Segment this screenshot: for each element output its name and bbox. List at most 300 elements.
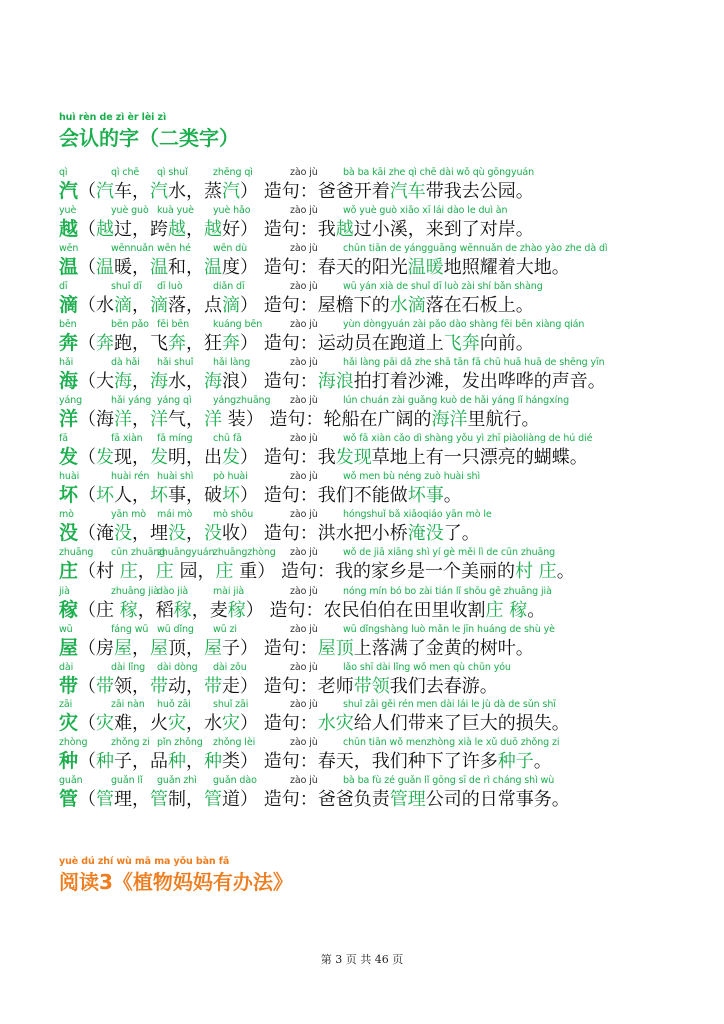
word-example: 庄 园 (155, 561, 198, 582)
target-character: 奔 (59, 332, 79, 354)
comma: ， (186, 371, 205, 392)
paren-close: ） (240, 371, 264, 392)
word-pinyin: kuáng bēn (213, 319, 263, 330)
sentence-highlight: 水灾 (317, 713, 354, 734)
word-example: 种类 (204, 751, 241, 772)
sentence-highlight: 水滴 (389, 295, 426, 316)
word-pinyin: wǒ yuè guò xiǎo xī lái dào le duì àn (343, 205, 508, 216)
word-pinyin: yuè guò (111, 205, 149, 216)
word-pinyin: fā míng (157, 433, 193, 444)
text-line (59, 256, 570, 279)
pinyin-line (0, 663, 724, 674)
paren-open: （ (78, 561, 97, 582)
zaoju-label: 造句： (263, 181, 318, 202)
pinyin-line (0, 548, 724, 559)
character-row (0, 168, 724, 206)
paren-close: ） (240, 789, 264, 810)
sentence-text: 老师 (317, 676, 354, 697)
word-pinyin: shuǐ zāi gěi rén men dài lái le jù dà de sǔn shī (343, 699, 556, 710)
word-pinyin: fā xiàn (111, 433, 143, 444)
paren-close: ） (240, 219, 264, 240)
word-pinyin: chūn tiān wǒ menzhòng xià le xǔ duō zhǒng zi (343, 737, 560, 748)
word-pinyin: zào jù (290, 547, 318, 558)
character-row (0, 663, 724, 701)
word-example: 温暖 (96, 257, 133, 278)
char-pinyin: wēn (59, 243, 79, 254)
paren-close: ） (240, 638, 264, 659)
word-example: 坏人 (96, 485, 133, 506)
comma: ， (132, 523, 151, 544)
word-example: 汽车 (96, 181, 133, 202)
word-pinyin: zhuāngyuán (157, 547, 215, 558)
zaoju-label: 造句： (263, 751, 318, 772)
comma: ， (132, 295, 151, 316)
comma: ， (132, 219, 151, 240)
char-pinyin: guǎn (59, 775, 83, 786)
word-pinyin: zhuāng jià (111, 586, 160, 597)
character-row (0, 625, 724, 663)
char-pinyin: zhuāng (59, 547, 94, 558)
text-line (59, 370, 606, 393)
word-pinyin: hǎi làng (213, 357, 251, 368)
char-pinyin: dài (59, 662, 74, 673)
comma: ， (186, 447, 205, 468)
word-example: 品种 (150, 751, 187, 772)
word-example: 破坏 (204, 485, 241, 506)
char-pinyin: zāi (59, 699, 73, 710)
text-line (59, 446, 588, 469)
sentence-text: 春天的阳光 (317, 257, 408, 278)
word-example: 屋子 (204, 638, 241, 659)
sentence-highlight: 种子 (497, 751, 534, 772)
character-row (0, 358, 724, 396)
paren-open: （ (78, 257, 97, 278)
word-pinyin: dài dòng (157, 662, 198, 673)
sentence-highlight: 温暖 (407, 257, 444, 278)
sentence-text: 。 (527, 600, 546, 621)
word-pinyin: huǒ zāi (157, 699, 191, 710)
word-pinyin: guǎn zhì (157, 775, 197, 786)
char-pinyin: wū (59, 624, 73, 635)
word-example: 点滴 (204, 295, 241, 316)
text-line (59, 218, 534, 241)
sentence-highlight: 屋顶 (317, 638, 354, 659)
sentence-highlight: 淹没 (407, 523, 444, 544)
paren-close: ） (240, 713, 264, 734)
paren-close: ） (240, 751, 264, 772)
comma: ， (186, 219, 205, 240)
comma: ， (191, 600, 210, 621)
word-example: 洋 装 (204, 409, 246, 430)
paren-open: （ (78, 295, 97, 316)
text-line (59, 637, 534, 660)
word-pinyin: zhuāngzhòng (213, 547, 276, 558)
sentence-text: 过小溪，来到了对岸。 (353, 219, 534, 240)
text-line (59, 408, 539, 431)
pinyin-line (0, 738, 724, 749)
paren-close: ） (240, 333, 264, 354)
word-pinyin: hǎi làng pāi dǎ zhe shā tān fā chū huā huā de shēng yīn (343, 357, 605, 368)
target-character: 灾 (59, 712, 79, 734)
target-character: 发 (59, 446, 79, 468)
word-pinyin: bà ba kāi zhe qì chē dài wǒ qù gōngyuán (343, 167, 535, 178)
target-character: 洋 (59, 408, 79, 430)
word-pinyin: huài rén (111, 471, 150, 482)
character-row (0, 434, 724, 472)
word-pinyin: bēn pǎo (111, 319, 149, 330)
comma: ， (186, 751, 205, 772)
target-character: 屋 (59, 637, 79, 659)
char-pinyin: zhòng (59, 737, 88, 748)
sentence-text: 屋檐下的 (317, 295, 390, 316)
comma: ， (132, 751, 151, 772)
word-pinyin: lún chuán zài guǎng kuò de hǎi yáng lǐ hángxíng (343, 395, 570, 406)
word-example: 麦稼 (209, 600, 246, 621)
word-pinyin: shuǐ dī (111, 281, 142, 292)
word-pinyin: wū zi (213, 624, 237, 635)
comma: ， (132, 789, 151, 810)
word-pinyin: zào jù (290, 586, 318, 597)
zaoju-label: 造句： (263, 485, 318, 506)
paren-close: ） (257, 561, 281, 582)
sentence-text: 我 (317, 447, 336, 468)
target-character: 海 (59, 370, 79, 392)
paren-open: （ (78, 751, 97, 772)
word-example: 坏事 (150, 485, 187, 506)
reading-title-text: 阅读3《植物妈妈有办法》 (59, 870, 293, 894)
zaoju-label: 造句： (263, 371, 318, 392)
word-pinyin: wǒ de jiā xiāng shì yí gè měi lì de cūn zhuāng (343, 547, 556, 558)
pinyin-line (0, 510, 724, 521)
char-pinyin: bēn (59, 319, 77, 330)
word-pinyin: kuà yuè (157, 205, 194, 216)
character-row (0, 776, 724, 814)
pinyin-line (0, 206, 724, 217)
word-pinyin: wǒ fā xiàn cǎo dì shàng yǒu yì zhī piàoliàng de hú dié (343, 433, 593, 444)
target-character: 滴 (59, 294, 79, 316)
word-pinyin: qì shuǐ (157, 167, 188, 178)
word-example: 海洋 (96, 409, 133, 430)
comma: ， (186, 181, 205, 202)
character-row (0, 472, 724, 510)
word-pinyin: dà hǎi (111, 357, 140, 368)
word-pinyin: zào jù (290, 775, 318, 786)
word-pinyin: huài shì (157, 471, 194, 482)
target-character: 稼 (59, 599, 79, 621)
section-title-pinyin: huì rèn de zì èr lèi zì (59, 112, 167, 123)
word-example: 火灾 (150, 713, 187, 734)
sentence-text: 落在石板上。 (425, 295, 534, 316)
sentence-text: 我 (317, 219, 336, 240)
word-pinyin: zhēng qì (213, 167, 253, 178)
section-title-text: 会认的字（二类字） (59, 126, 239, 150)
paren-close: ） (240, 257, 264, 278)
word-example: 带走 (204, 676, 241, 697)
word-pinyin: diǎn dī (213, 281, 245, 292)
sentence-text: 。 (533, 751, 552, 772)
comma: ， (186, 257, 205, 278)
word-example: 海水 (150, 371, 187, 392)
sentence-highlight: 飞奔 (443, 333, 480, 354)
target-character: 管 (59, 788, 79, 810)
pinyin-line (0, 358, 724, 369)
zaoju-label: 造句： (263, 638, 318, 659)
sentence-highlight: 发现 (335, 447, 372, 468)
word-example: 温和 (150, 257, 187, 278)
word-pinyin: bà ba fù zé guǎn lǐ gōng sī de rì cháng shì wù (343, 775, 555, 786)
word-example: 发现 (96, 447, 133, 468)
comma: ， (132, 638, 151, 659)
word-example: 没收 (204, 523, 241, 544)
paren-close: ） (240, 181, 264, 202)
text-line (59, 599, 545, 622)
char-pinyin: qì (59, 167, 68, 178)
paren-close: ） (240, 295, 264, 316)
pinyin-line (0, 776, 724, 787)
sentence-text: 草地上有一只漂亮的蝴蝶。 (371, 447, 588, 468)
word-pinyin: zào jù (290, 167, 318, 178)
word-pinyin: zào jù (290, 357, 318, 368)
word-example: 蒸汽 (204, 181, 241, 202)
comma: ， (186, 713, 205, 734)
word-pinyin: chūn tiān de yángguāng wēnnuǎn de zhào yào zhe dà dì (343, 243, 608, 254)
pinyin-line (0, 700, 724, 711)
sentence-text: 了。 (443, 523, 480, 544)
word-example: 稻稼 (155, 600, 192, 621)
text-line (59, 332, 534, 355)
pinyin-line (0, 282, 724, 293)
comma: ， (132, 333, 151, 354)
paren-close: ） (240, 447, 264, 468)
word-example: 管道 (204, 789, 241, 810)
word-pinyin: guǎn lǐ (111, 775, 143, 786)
sentence-text: 我们去春游。 (389, 676, 498, 697)
character-row (0, 206, 724, 244)
target-character: 汽 (59, 180, 79, 202)
pinyin-line (0, 472, 724, 483)
sentence-highlight: 庄 稼 (485, 600, 528, 621)
comma: ， (137, 561, 156, 582)
word-example: 灾难 (96, 713, 133, 734)
comma: ， (186, 638, 205, 659)
word-example: 越过 (96, 219, 133, 240)
word-pinyin: pò huài (213, 471, 248, 482)
word-pinyin: zào jù (290, 243, 318, 254)
word-example: 带动 (150, 676, 187, 697)
word-example: 房屋 (96, 638, 133, 659)
target-character: 带 (59, 675, 79, 697)
sentence-text: 公司的日常事务。 (425, 789, 570, 810)
target-character: 坏 (59, 484, 79, 506)
text-line (59, 560, 575, 583)
paren-open: （ (78, 676, 97, 697)
target-character: 庄 (59, 560, 79, 582)
zaoju-label: 造句： (280, 561, 335, 582)
char-pinyin: hǎi (59, 357, 74, 368)
word-pinyin: shuǐ zāi (213, 699, 249, 710)
word-example: 越好 (204, 219, 241, 240)
comma: ， (186, 333, 205, 354)
char-pinyin: yuè (59, 205, 77, 216)
comma: ， (132, 447, 151, 468)
text-line (59, 522, 480, 545)
word-pinyin: yān mò (111, 509, 146, 520)
word-example: 飞奔 (150, 333, 187, 354)
target-character: 种 (59, 750, 79, 772)
comma: ， (186, 676, 205, 697)
sentence-highlight: 村 庄 (514, 561, 557, 582)
word-pinyin: zào jù (290, 205, 318, 216)
paren-open: （ (78, 485, 97, 506)
sentence-highlight: 管理 (389, 789, 426, 810)
word-pinyin: zhǒng lèi (213, 737, 256, 748)
paren-close: ） (240, 676, 264, 697)
word-example: 庄 稼 (96, 600, 138, 621)
sentence-highlight: 越 (335, 219, 354, 240)
word-pinyin: zào jù (290, 662, 318, 673)
character-row (0, 510, 724, 548)
text-line (59, 750, 552, 773)
sentence-highlight: 海浪 (317, 371, 354, 392)
char-pinyin: jià (59, 586, 70, 597)
sentence-text: 。 (556, 561, 575, 582)
word-pinyin: dài zǒu (213, 662, 247, 673)
paren-open: （ (78, 713, 97, 734)
word-example: 跨越 (150, 219, 187, 240)
word-pinyin: zào jù (290, 509, 318, 520)
sentence-text: 爸爸负责 (317, 789, 390, 810)
paren-open: （ (78, 523, 97, 544)
sentence-highlight: 坏事 (407, 485, 444, 506)
text-line (59, 180, 534, 203)
paren-close: ） (245, 600, 270, 621)
word-pinyin: hǎi shuǐ (157, 357, 194, 368)
zaoju-label: 造句： (263, 789, 318, 810)
paren-open: （ (78, 333, 97, 354)
comma: ， (132, 181, 151, 202)
word-example: 温度 (204, 257, 241, 278)
character-row (0, 738, 724, 776)
paren-close: ） (240, 523, 264, 544)
text-line (59, 484, 462, 507)
word-example: 发明 (150, 447, 187, 468)
sentence-text: 拍打着沙滩，发出哗哗的声音。 (353, 371, 606, 392)
word-example: 带领 (96, 676, 133, 697)
pinyin-line (0, 168, 724, 179)
word-pinyin: zào jù (290, 281, 318, 292)
sentence-text: 轮船在广阔的 (323, 409, 432, 430)
word-pinyin: zào jù (290, 624, 318, 635)
comma: ， (132, 409, 151, 430)
section-title-reading (59, 856, 293, 894)
word-pinyin: wēnnuǎn (111, 243, 154, 254)
word-pinyin: fēi bēn (157, 319, 190, 330)
word-pinyin: zào jù (290, 395, 318, 406)
word-pinyin: zhǒng zi (111, 737, 150, 748)
character-row (0, 320, 724, 358)
pinyin-line (0, 434, 724, 445)
pinyin-line (0, 244, 724, 255)
word-pinyin: zào jù (290, 433, 318, 444)
word-pinyin: mái mò (157, 509, 193, 520)
word-example: 滴落 (150, 295, 187, 316)
word-pinyin: dài lǐng (111, 662, 146, 673)
character-row (0, 282, 724, 320)
word-pinyin: yuè hǎo (213, 205, 251, 216)
word-pinyin: zào jù (290, 699, 318, 710)
word-example: 埋没 (150, 523, 187, 544)
word-pinyin: yángzhuāng (213, 395, 271, 406)
zaoju-label: 造句： (269, 409, 324, 430)
word-pinyin: chū fā (213, 433, 242, 444)
page-footer: 第 3 页 共 46 页 (320, 953, 404, 966)
word-pinyin: fáng wū (111, 624, 149, 635)
word-example: 狂奔 (204, 333, 241, 354)
sentence-text: 农民伯伯在田里收割 (323, 600, 486, 621)
character-row (0, 700, 724, 738)
zaoju-label: 造句： (263, 219, 318, 240)
sentence-text: 给人们带来了巨大的损失。 (353, 713, 570, 734)
word-pinyin: zāi nàn (111, 699, 145, 710)
comma: ， (186, 295, 205, 316)
comma: ， (132, 371, 151, 392)
word-example: 洋气 (150, 409, 187, 430)
word-pinyin: wǒ men bù néng zuò huài shì (343, 471, 481, 482)
word-pinyin: zào jù (290, 737, 318, 748)
word-example: 屋顶 (150, 638, 187, 659)
zaoju-label: 造句： (263, 713, 318, 734)
comma: ， (186, 485, 205, 506)
sentence-text: 春天，我们种下了许多 (317, 751, 498, 772)
word-pinyin: pǐn zhǒng (157, 737, 203, 748)
paren-open: （ (78, 181, 97, 202)
zaoju-label: 造句： (263, 295, 318, 316)
sentence-text: 洪水把小桥 (317, 523, 408, 544)
pinyin-line (0, 396, 724, 407)
char-pinyin: mò (59, 509, 74, 520)
character-row (0, 548, 724, 586)
word-pinyin: mò shōu (213, 509, 254, 520)
comma: ， (132, 713, 151, 734)
word-pinyin: wū dǐng (157, 624, 194, 635)
character-row (0, 587, 724, 625)
text-line (59, 675, 498, 698)
zaoju-label: 造句： (263, 447, 318, 468)
sentence-text: 带我去公园。 (425, 181, 534, 202)
word-pinyin: wēn dù (213, 243, 248, 254)
word-pinyin: yáng qì (157, 395, 192, 406)
target-character: 温 (59, 256, 79, 278)
char-pinyin: dī (59, 281, 68, 292)
sentence-highlight: 海洋 (431, 409, 468, 430)
sentence-text: 爸爸开着 (317, 181, 390, 202)
target-character: 没 (59, 522, 79, 544)
paren-open: （ (78, 638, 97, 659)
word-pinyin: wēn hé (157, 243, 191, 254)
character-row (0, 396, 724, 434)
comma: ， (132, 676, 151, 697)
comma: ， (197, 561, 216, 582)
sentence-text: 向前。 (479, 333, 534, 354)
text-line (59, 788, 570, 811)
comma: ， (186, 409, 205, 430)
target-character: 越 (59, 218, 79, 240)
reading-title-pinyin: yuè dú zhí wù mā ma yǒu bàn fǎ (59, 856, 230, 867)
word-example: 村 庄 (96, 561, 138, 582)
text-line (59, 712, 570, 735)
word-example: 淹没 (96, 523, 133, 544)
word-example: 出发 (204, 447, 241, 468)
